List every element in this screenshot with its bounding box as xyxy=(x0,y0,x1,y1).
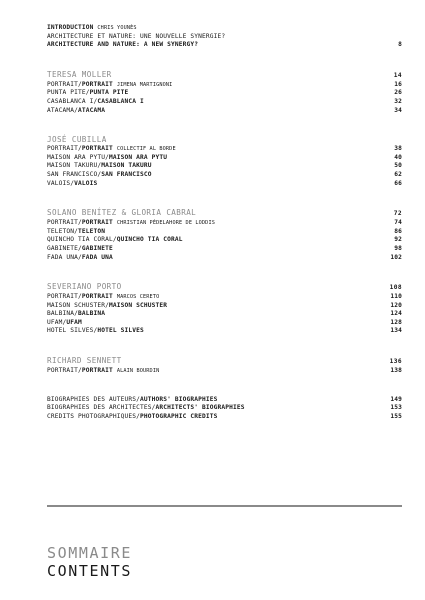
list-item xyxy=(47,245,402,254)
section-name: TERESA MOLLER xyxy=(47,69,112,79)
list-item xyxy=(47,367,402,376)
entry-title-fr: CASABLANCA I xyxy=(47,97,94,105)
intro-title-en: ARCHITECTURE AND NATURE: A NEW SYNERGY? xyxy=(47,41,199,49)
list-item xyxy=(47,319,402,328)
entry-page: 32 xyxy=(394,97,402,105)
entry-title-en: PUNTA PITE xyxy=(89,89,129,97)
entry-page: 120 xyxy=(390,301,402,309)
entry-text xyxy=(47,81,172,90)
section-heading xyxy=(47,70,402,81)
entry-title-en: PORTRAIT xyxy=(81,80,113,88)
entry-title-en: ARCHITECTS' BIOGRAPHIES xyxy=(155,404,245,412)
entry-title-fr: MAISON TAKURU xyxy=(47,162,98,170)
entry-author: MARCOS CERETO xyxy=(116,294,160,301)
slash-separator: / xyxy=(93,97,98,105)
title-en: CONTENTS xyxy=(47,562,133,580)
slash-separator: / xyxy=(78,80,82,88)
section-gap xyxy=(47,376,402,396)
sections-list xyxy=(47,70,402,396)
entry-title-en: PORTRAIT xyxy=(81,367,113,375)
entry-page: 26 xyxy=(394,89,402,97)
title-fr: SOMMAIRE xyxy=(47,544,133,562)
slash-separator: / xyxy=(78,219,82,227)
section-name: RICHARD SENNETT xyxy=(47,356,122,366)
section-name: SOLANO BENÍTEZ & GLORIA CABRAL xyxy=(47,208,197,218)
entry-title-fr: CRÉDITS PHOTOGRAPHIQUES xyxy=(47,412,137,420)
slash-separator: / xyxy=(78,367,82,375)
entry-title-en: QUINCHO TÍA CORAL xyxy=(116,236,183,244)
list-item xyxy=(47,81,402,90)
entry-page: 50 xyxy=(394,162,402,170)
slash-separator: / xyxy=(78,244,82,252)
entry-title-en: UFAM xyxy=(66,318,82,326)
entry-title-fr: BIOGRAPHIES DES ARCHITECTES xyxy=(47,404,152,412)
entry-text xyxy=(47,89,128,98)
entry-page: 134 xyxy=(390,327,402,335)
list-item xyxy=(47,302,402,311)
entry-page: 62 xyxy=(394,170,402,178)
entry-title-fr: MAISON SCHUSTER xyxy=(47,301,106,309)
backmatter-list xyxy=(47,396,402,422)
slash-separator: / xyxy=(74,310,79,318)
slash-separator: / xyxy=(78,253,82,261)
entry-title-fr: SAN FRANCISCO xyxy=(47,170,98,178)
list-item xyxy=(47,236,402,245)
entry-title-en: HÔTEL SILVES xyxy=(97,327,144,335)
entry-title-en: TELETÓN xyxy=(78,227,106,235)
entry-title-fr: BIOGRAPHIES DES AUTEURS xyxy=(47,395,137,403)
entry-title-en: GABINETE xyxy=(81,244,113,252)
entry-page: 16 xyxy=(394,80,402,88)
list-item xyxy=(47,310,402,319)
entry-title-fr: FADA UNA xyxy=(47,253,79,261)
entry-text xyxy=(47,327,144,336)
entry-title-fr: TELETÓN xyxy=(47,227,75,235)
entry-text xyxy=(47,319,82,328)
intro-title-fr: ARCHITECTURE ET NATURE: UNE NOUVELLE SYNERGIE? xyxy=(47,32,226,40)
entry-title-en: MAISON SCHUSTER xyxy=(109,301,168,309)
entry-page: 155 xyxy=(390,412,402,420)
entry-page: 86 xyxy=(394,227,402,235)
entry-text xyxy=(47,219,215,228)
section-name: JOSÉ CUBILLA xyxy=(47,135,107,145)
entry-text xyxy=(47,98,144,107)
entry-title-fr: UFAM xyxy=(47,318,63,326)
slash-separator: / xyxy=(105,301,110,309)
entry-title-fr: QUINCHO TÍA CORAL xyxy=(47,236,113,244)
list-item xyxy=(47,180,402,189)
entry-title-en: MAISON ARA PYTU xyxy=(109,153,168,161)
intro-title-fr-line xyxy=(47,33,402,42)
list-item xyxy=(47,89,402,98)
entry-text xyxy=(47,228,105,237)
entry-text xyxy=(47,310,105,319)
entry-title-fr: ATACAMA xyxy=(47,106,75,114)
entry-text xyxy=(47,293,159,302)
entry-title-en: PORTRAIT xyxy=(81,293,113,301)
entry-title-en: ATACAMA xyxy=(78,106,106,114)
divider-rule xyxy=(47,505,402,507)
slash-separator: / xyxy=(93,327,98,335)
entry-title-fr: MAISON ARA PYTU xyxy=(47,153,106,161)
entry-title-en: AUTHORS' BIOGRAPHIES xyxy=(140,395,218,403)
slash-separator: / xyxy=(85,89,90,97)
entry-text xyxy=(47,404,245,413)
entry-title-fr: VALOIS xyxy=(47,179,71,187)
intro-page: 8 xyxy=(398,41,402,49)
entry-title-fr: HÔTEL SILVES xyxy=(47,327,94,335)
entry-title-en: MAISON TAKURU xyxy=(101,162,152,170)
section-page: 14 xyxy=(393,71,402,79)
slash-separator: / xyxy=(74,106,79,114)
slash-separator: / xyxy=(112,236,117,244)
list-item xyxy=(47,98,402,107)
entry-page: 128 xyxy=(390,318,402,326)
entry-page: 74 xyxy=(394,219,402,227)
entry-text xyxy=(47,107,105,116)
entry-title-fr: PORTRAIT xyxy=(47,293,79,301)
section-heading xyxy=(47,135,402,145)
entry-text xyxy=(47,236,183,245)
page-title xyxy=(47,544,132,580)
section-heading xyxy=(47,356,402,367)
slash-separator: / xyxy=(105,153,110,161)
entry-title-fr: PORTRAIT xyxy=(47,80,79,88)
entry-author: COLLECTIF AL BORDE xyxy=(116,146,176,153)
entry-page: 38 xyxy=(394,145,402,153)
slash-separator: / xyxy=(74,227,79,235)
entry-title-en: PORTRAIT xyxy=(81,219,113,227)
entry-page: 98 xyxy=(394,244,402,252)
entry-title-fr: PORTRAIT xyxy=(47,219,79,227)
section-page: 108 xyxy=(389,284,402,292)
intro-label: INTRODUCTION xyxy=(47,24,94,31)
slash-separator: / xyxy=(78,293,82,301)
entry-title-fr: BALBINA xyxy=(47,310,75,318)
entry-title-en: PHOTOGRAPHIC CREDITS xyxy=(140,412,218,420)
list-item xyxy=(47,145,402,154)
entry-page: 66 xyxy=(394,179,402,187)
entry-text xyxy=(47,302,167,311)
slash-separator: / xyxy=(136,395,141,403)
intro-author: CHRIS YOUNÈS xyxy=(97,25,137,31)
section-gap xyxy=(47,188,402,208)
slash-separator: / xyxy=(97,162,102,170)
list-item xyxy=(47,219,402,228)
entry-page: 124 xyxy=(390,310,402,318)
section-heading xyxy=(47,282,402,293)
slash-separator: / xyxy=(97,170,102,178)
entry-title-en: VALOIS xyxy=(74,179,98,187)
list-item xyxy=(47,413,402,422)
entry-text xyxy=(47,171,152,180)
list-item xyxy=(47,228,402,237)
entry-title-en: FADA UNA xyxy=(81,253,113,261)
entry-page: 92 xyxy=(394,236,402,244)
entry-page: 40 xyxy=(394,153,402,161)
list-item xyxy=(47,254,402,263)
list-item xyxy=(47,327,402,336)
intro-title-en-line xyxy=(47,41,402,50)
entry-title-en: PORTRAIT xyxy=(81,145,113,153)
slash-separator: / xyxy=(62,318,67,326)
list-item xyxy=(47,154,402,163)
entry-title-fr: PORTRAIT xyxy=(47,145,79,153)
section-page: 72 xyxy=(393,210,402,218)
list-item xyxy=(47,396,402,405)
entry-page: 153 xyxy=(390,404,402,412)
entry-text xyxy=(47,180,97,189)
list-item xyxy=(47,404,402,413)
section-heading xyxy=(47,208,402,219)
entry-page: 34 xyxy=(394,106,402,114)
intro-label-line xyxy=(47,24,402,33)
section-name: SEVERIANO PORTO xyxy=(47,282,122,292)
entry-title-en: SAN FRANCISCO xyxy=(101,170,152,178)
entry-title-en: BALBINA xyxy=(78,310,106,318)
entry-page: 138 xyxy=(390,367,402,375)
section-gap xyxy=(47,336,402,356)
entry-text xyxy=(47,367,159,376)
section-gap xyxy=(47,262,402,282)
slash-separator: / xyxy=(136,412,141,420)
entry-text xyxy=(47,396,218,405)
section-gap xyxy=(47,115,402,135)
entry-author: JIMENA MARTIGNONI xyxy=(116,81,173,88)
entry-text xyxy=(47,162,152,171)
slash-separator: / xyxy=(151,404,156,412)
entry-title-fr: GABINETE xyxy=(47,244,79,252)
slash-separator: / xyxy=(78,145,82,153)
entry-text xyxy=(47,145,176,154)
list-item xyxy=(47,162,402,171)
entry-page: 102 xyxy=(390,253,402,261)
entry-author: ALAIN BOURDIN xyxy=(116,368,160,375)
list-item xyxy=(47,293,402,302)
list-item xyxy=(47,171,402,180)
entry-page: 110 xyxy=(390,293,402,301)
entry-title-fr: PORTRAIT xyxy=(47,367,79,375)
entry-author: CHRISTIAN PÉDELAHORE DE LODDIS xyxy=(116,220,216,227)
entry-text xyxy=(47,245,113,254)
entry-text xyxy=(47,413,218,422)
entry-page: 149 xyxy=(390,395,402,403)
entry-title-en: CASABLANCA I xyxy=(97,97,144,105)
slash-separator: / xyxy=(70,179,75,187)
list-item xyxy=(47,107,402,116)
entry-text xyxy=(47,154,167,163)
entry-title-fr: PUNTA PITE xyxy=(47,89,86,97)
section-page: 136 xyxy=(389,358,402,366)
table-of-contents xyxy=(47,24,402,421)
entry-text xyxy=(47,254,113,263)
